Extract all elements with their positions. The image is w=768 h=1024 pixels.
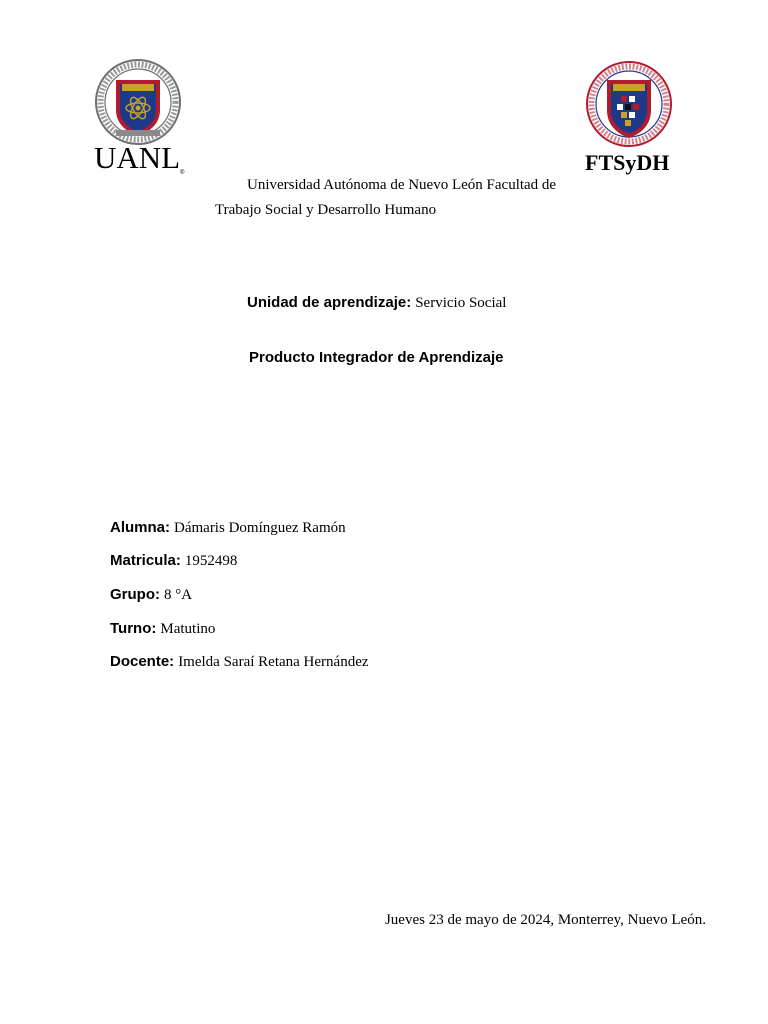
field-value: Dámaris Domínguez Ramón xyxy=(174,520,346,536)
uanl-seal-icon xyxy=(94,58,182,146)
learning-unit-label: Unidad de aprendizaje: xyxy=(247,294,412,311)
field-value: Imelda Saraí Retana Hernández xyxy=(178,654,369,670)
product-title: Producto Integrador de Aprendizaje xyxy=(249,349,504,366)
field-value: 8 °A xyxy=(164,587,193,603)
student-field xyxy=(110,519,346,537)
field-label: Alumna: xyxy=(110,519,170,536)
institution-line-1: Universidad Autónoma de Nuevo León Facultad de xyxy=(247,177,557,193)
field-label: Turno: xyxy=(110,620,157,637)
date-place: Jueves 23 de mayo de 2024, Monterrey, Nuevo León. xyxy=(384,912,706,928)
learning-unit xyxy=(247,294,506,312)
group-field xyxy=(110,586,192,604)
ftsydh-seal-icon xyxy=(585,60,673,148)
field-value: 1952498 xyxy=(184,553,238,569)
field-label: Matricula: xyxy=(110,552,181,569)
registered-mark: ® xyxy=(180,170,185,176)
field-value: Matutino xyxy=(160,621,216,637)
field-label: Docente: xyxy=(110,653,175,670)
field-label: Grupo: xyxy=(110,586,160,603)
ftsydh-wordmark: FTSyDH xyxy=(585,150,670,175)
shift-field xyxy=(110,620,215,638)
enrollment-field xyxy=(110,552,237,570)
learning-unit-value: Servicio Social xyxy=(415,295,507,311)
uanl-wordmark: UANL xyxy=(94,140,181,175)
teacher-field xyxy=(110,653,369,671)
ftsydh-logo xyxy=(580,60,680,180)
institution-line-2: Trabajo Social y Desarrollo Humano xyxy=(215,202,437,218)
uanl-logo xyxy=(92,58,188,178)
